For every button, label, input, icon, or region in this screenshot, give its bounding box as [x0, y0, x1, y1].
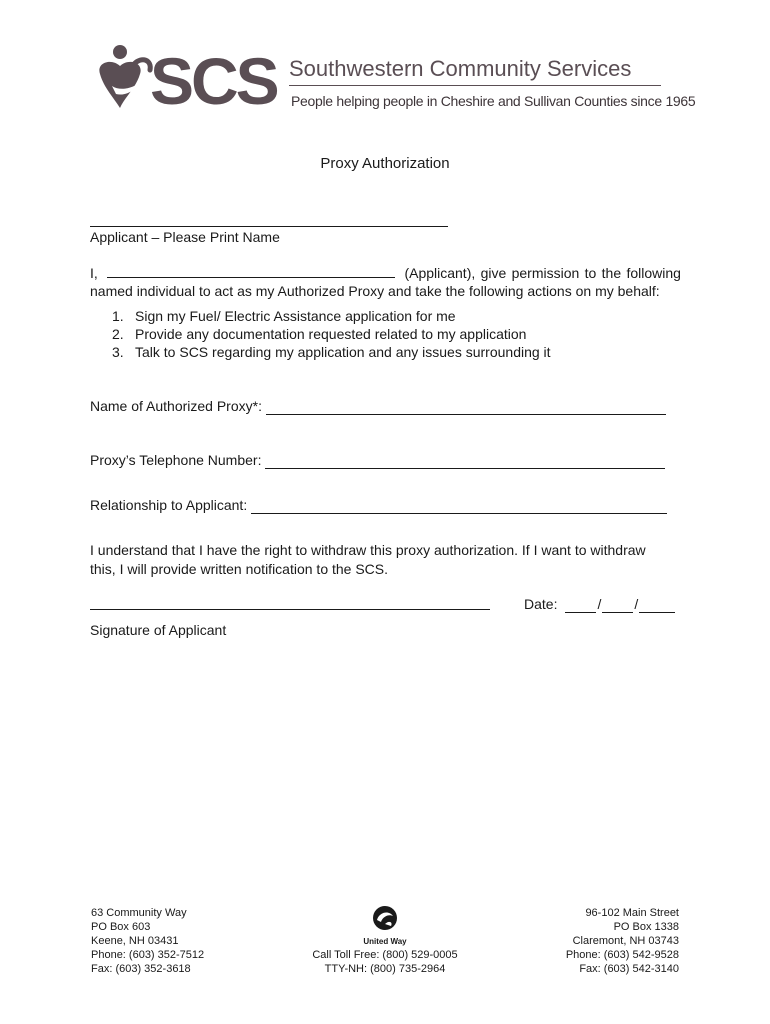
proxy-name-row: [90, 397, 666, 415]
address-line: 96-102 Main Street: [585, 907, 679, 919]
address-line: PO Box 1338: [613, 921, 679, 933]
applicant-permission-blank[interactable]: [107, 264, 395, 278]
permission-word: following: [626, 265, 681, 281]
proxy-name-field[interactable]: [266, 401, 666, 415]
date-row: [524, 595, 675, 613]
address-line: 63 Community Way: [91, 907, 187, 919]
permission-line-2: named individual to act as my Authorized Proxy and take the following actions on my behalf:: [90, 283, 660, 299]
phone-line: Phone: (603) 352-7512: [91, 949, 205, 961]
list-number: 3.: [112, 344, 124, 360]
signature-label: Signature of Applicant: [90, 622, 227, 638]
united-way-logo-icon: [355, 904, 415, 948]
proxy-name-label: Name of Authorized Proxy*:: [90, 398, 262, 414]
withdraw-line-2: this, I will provide written notification to the SCS.: [90, 561, 389, 577]
permission-word: the: [601, 265, 622, 281]
address-line: Claremont, NH 03743: [572, 935, 679, 947]
date-day-field[interactable]: [602, 599, 633, 613]
relationship-label: Relationship to Applicant:: [90, 497, 248, 513]
list-item: [112, 307, 551, 325]
united-way-text: United Way: [363, 937, 407, 946]
actions-list: [112, 307, 551, 361]
tty-line: TTY-NH: (800) 735-2964: [324, 963, 446, 975]
date-separator: /: [634, 596, 639, 612]
phone-line: Phone: (603) 542-9528: [565, 949, 679, 961]
date-separator: /: [597, 596, 602, 612]
list-text: Sign my Fuel/ Electric Assistance application for me: [135, 308, 456, 324]
date-label: Date:: [524, 596, 558, 612]
header-rule: [289, 85, 661, 86]
relationship-field[interactable]: [251, 500, 667, 514]
list-item: [112, 343, 551, 361]
scs-logo-text: SCS: [150, 44, 277, 118]
withdraw-line-1: I understand that I have the right to withdraw this proxy authorization. If I want to withdraw: [90, 542, 646, 558]
fax-line: Fax: (603) 542-3140: [579, 963, 679, 975]
footer-phone-lines: [280, 948, 490, 976]
list-text: Provide any documentation requested related to my application: [135, 326, 527, 342]
toll-free-line: Call Toll Free: (800) 529-0005: [312, 949, 458, 961]
org-tagline: People helping people in Cheshire and Sullivan Counties since 1965: [291, 93, 696, 109]
list-number: 1.: [112, 308, 124, 324]
list-text: Talk to SCS regarding my application and any issues surrounding it: [135, 344, 551, 360]
permission-word: to: [584, 265, 597, 281]
permission-prefix: I,: [90, 265, 98, 281]
signature-line[interactable]: [90, 609, 490, 610]
relationship-row: [90, 496, 667, 514]
footer-claremont-address: [566, 906, 679, 976]
permission-word: (Applicant),: [404, 265, 476, 281]
date-year-field[interactable]: [639, 599, 675, 613]
address-line: PO Box 603: [91, 921, 151, 933]
applicant-print-label: Applicant – Please Print Name: [90, 229, 280, 245]
fax-line: Fax: (603) 352-3618: [91, 963, 191, 975]
permission-line: [90, 264, 681, 282]
proxy-phone-field[interactable]: [265, 455, 665, 469]
list-number: 2.: [112, 326, 124, 342]
applicant-name-line[interactable]: [90, 226, 448, 227]
document-title: Proxy Authorization: [320, 155, 450, 172]
footer-keene-address: [91, 906, 204, 976]
permission-word: give: [480, 265, 507, 281]
date-month-field[interactable]: [565, 599, 596, 613]
org-name: Southwestern Community Services: [289, 56, 632, 81]
proxy-phone-row: [90, 451, 665, 469]
proxy-phone-label: Proxy’s Telephone Number:: [90, 452, 262, 468]
list-item: [112, 325, 551, 343]
address-line: Keene, NH 03431: [91, 935, 179, 947]
permission-word: permission: [511, 265, 580, 281]
